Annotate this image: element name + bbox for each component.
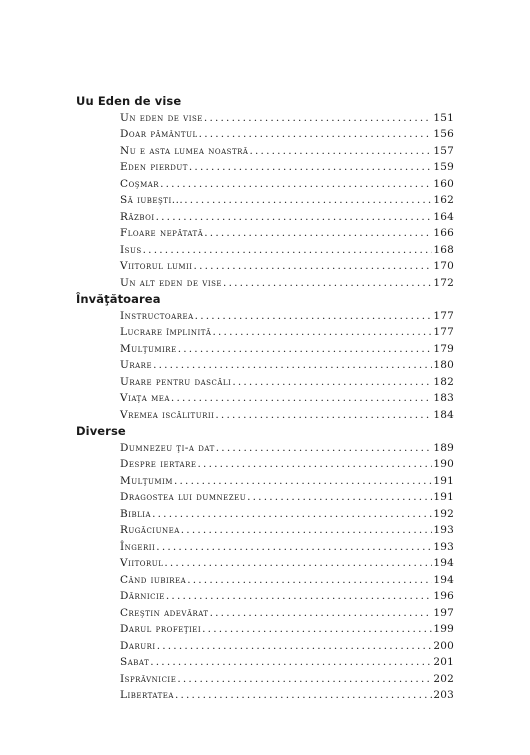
entry-page-number: 159 — [433, 161, 454, 173]
entry-title: Viaţa mea — [120, 392, 170, 404]
entry-title: Dărnicie — [120, 590, 165, 602]
toc-entry — [120, 341, 454, 358]
toc-entry — [120, 225, 454, 242]
entry-title: Sabat — [120, 656, 150, 668]
entry-title: Dragostea lui dumnezeu — [120, 491, 247, 503]
section-entries — [76, 110, 454, 292]
dot-leader — [189, 159, 432, 176]
dot-leader — [156, 539, 432, 556]
section-title: Învăţătoarea — [76, 292, 161, 306]
dot-leader — [223, 275, 432, 292]
toc-entry — [120, 506, 454, 523]
entry-title: Când iubirea — [120, 573, 187, 586]
entry-title: Instructoarea — [120, 309, 194, 322]
entry-page-number: 162 — [433, 194, 454, 206]
toc-entry — [120, 654, 454, 671]
entry-title: Un alt eden de vise — [120, 276, 223, 289]
entry-title: Creştin adevărat — [120, 606, 209, 619]
entry-page-number: 197 — [433, 606, 454, 619]
toc-entry — [120, 242, 454, 259]
toc-entry — [120, 110, 454, 127]
dot-leader — [150, 654, 432, 671]
toc-entry — [120, 621, 454, 638]
entry-title: Libertatea — [120, 689, 174, 701]
dot-leader — [143, 242, 433, 259]
entry-page-number: 203 — [433, 689, 454, 701]
entry-page-number: 177 — [433, 309, 454, 322]
toc-entry — [120, 456, 454, 473]
dot-leader — [204, 225, 432, 242]
toc-entry — [120, 374, 454, 391]
toc-entry — [120, 192, 454, 209]
toc-entry — [120, 258, 454, 275]
dot-leader — [212, 324, 432, 341]
entry-page-number: 193 — [433, 524, 454, 536]
toc-entry — [120, 555, 454, 572]
entry-title: Vremea iscăliturii — [120, 408, 215, 421]
entry-page-number: 179 — [433, 342, 454, 355]
entry-page-number: 168 — [433, 243, 454, 256]
entry-title: Nu e asta lumea noastră — [120, 144, 249, 157]
entry-page-number: 182 — [433, 375, 454, 388]
entry-page-number: 192 — [433, 507, 454, 520]
entry-title: Isus — [120, 243, 142, 256]
dot-leader — [199, 126, 433, 143]
toc-entry — [120, 539, 454, 556]
dot-leader — [187, 572, 432, 589]
entry-title: Un eden de vise — [120, 111, 203, 124]
dot-leader — [210, 605, 433, 622]
entry-page-number: 177 — [433, 326, 454, 338]
toc-entry — [120, 275, 454, 292]
dot-leader — [175, 687, 432, 704]
entry-title: Îngerii — [120, 540, 156, 553]
dot-leader — [152, 506, 432, 523]
entry-title: Dumnezeu ţi-a dat — [120, 441, 215, 454]
entry-page-number: 201 — [433, 656, 454, 668]
entry-page-number: 160 — [433, 177, 454, 190]
section-title: Diverse — [76, 424, 126, 438]
dot-leader — [215, 407, 432, 424]
dot-leader — [156, 209, 433, 226]
toc-entry — [120, 390, 454, 407]
dot-leader — [160, 176, 432, 193]
entry-title: Viitorul lumii — [120, 260, 193, 272]
entry-page-number: 193 — [433, 540, 454, 553]
entry-title: Darul profeţiei — [120, 623, 202, 635]
entry-page-number: 164 — [433, 210, 454, 223]
entry-page-number: 183 — [433, 392, 454, 404]
toc-entry — [120, 522, 454, 539]
entry-title: Urare — [120, 359, 153, 371]
dot-leader — [194, 258, 433, 275]
dot-leader — [164, 555, 432, 572]
entry-page-number: 194 — [433, 557, 454, 569]
entry-page-number: 194 — [433, 573, 454, 586]
entry-page-number: 151 — [433, 111, 454, 124]
entry-title: Doar pământul — [120, 128, 198, 140]
toc-entry — [120, 143, 454, 160]
entry-page-number: 191 — [433, 491, 454, 503]
entry-title: Biblia — [120, 507, 152, 520]
dot-leader — [249, 143, 432, 160]
entry-page-number: 196 — [433, 590, 454, 602]
entry-page-number: 172 — [433, 276, 454, 289]
entry-page-number: 156 — [433, 128, 454, 140]
toc-entry — [120, 126, 454, 143]
dot-leader — [198, 456, 433, 473]
dot-leader — [166, 588, 432, 605]
entry-page-number: 157 — [433, 144, 454, 157]
toc-entry — [120, 588, 454, 605]
entry-title: Rugăciunea — [120, 524, 180, 536]
entry-page-number: 170 — [433, 260, 454, 272]
entry-title: Eden pierdut — [120, 161, 188, 173]
entry-page-number: 180 — [433, 359, 454, 371]
entry-title: Despre iertare — [120, 458, 197, 470]
entry-title: Război — [120, 210, 155, 223]
entry-page-number: 184 — [433, 408, 454, 421]
toc-entry — [120, 489, 454, 506]
entry-page-number: 190 — [433, 458, 454, 470]
toc-entry — [120, 687, 454, 704]
dot-leader — [157, 638, 433, 655]
toc-entry — [120, 176, 454, 193]
dot-leader — [247, 489, 432, 506]
entry-title: Urare pentru dascăli — [120, 375, 232, 388]
entry-title: Viitorul — [120, 557, 164, 569]
toc-entry — [120, 209, 454, 226]
toc-entry — [120, 605, 454, 622]
entry-title: Să iubeşti... — [120, 194, 184, 206]
section-entries — [76, 308, 454, 424]
entry-page-number: 189 — [433, 441, 454, 454]
dot-leader — [177, 671, 432, 688]
dot-leader — [181, 522, 433, 539]
dot-leader — [216, 440, 433, 457]
entry-title: Isprăvnicie — [120, 672, 177, 685]
entry-title: Floare nepătată — [120, 227, 204, 239]
dot-leader — [232, 374, 432, 391]
toc-entry — [120, 572, 454, 589]
toc-entry — [120, 638, 454, 655]
entry-title: Coşmar — [120, 177, 160, 190]
entry-page-number: 191 — [433, 474, 454, 487]
table-of-contents — [76, 93, 454, 704]
entry-page-number: 199 — [433, 623, 454, 635]
toc-entry — [120, 671, 454, 688]
toc-entry — [120, 308, 454, 325]
toc-entry — [120, 440, 454, 457]
toc-entry — [120, 357, 454, 374]
section-entries — [76, 440, 454, 704]
toc-entry — [120, 473, 454, 490]
entry-title: Mulţumim — [120, 474, 173, 487]
entry-page-number: 202 — [433, 672, 454, 685]
entry-page-number: 166 — [433, 227, 454, 239]
dot-leader — [153, 357, 432, 374]
dot-leader — [202, 621, 432, 638]
dot-leader — [184, 192, 432, 209]
dot-leader — [195, 308, 433, 325]
dot-leader — [174, 473, 432, 490]
entry-title: Daruri — [120, 639, 156, 652]
entry-page-number: 200 — [433, 639, 454, 652]
section-title: Uu Eden de vise — [76, 94, 182, 108]
dot-leader — [178, 341, 433, 358]
dot-leader — [204, 110, 432, 127]
toc-entry — [120, 159, 454, 176]
toc-entry — [120, 407, 454, 424]
dot-leader — [171, 390, 432, 407]
toc-entry — [120, 324, 454, 341]
entry-title: Mulţumire — [120, 342, 177, 355]
entry-title: Lucrare împlinită — [120, 326, 212, 338]
